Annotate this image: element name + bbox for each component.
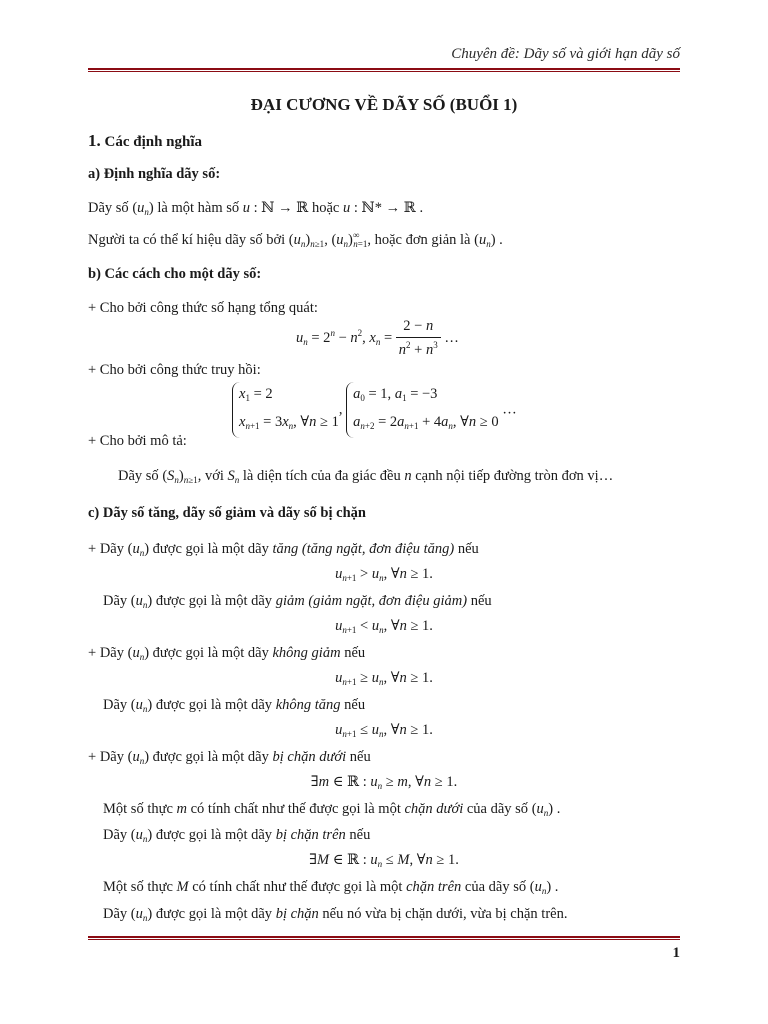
nondecreasing-condition: $u_{n+1} \ge u_n$, ∀n ≥ 1.	[335, 670, 433, 687]
bounded-above-def: Dãy $(u_n)$ được gọi là một dãy bị chặn trên nếu	[103, 827, 371, 844]
nonincreasing-condition: $u_{n+1} \le u_n$, ∀n ≥ 1.	[335, 722, 433, 739]
decreasing-def: Dãy $(u_n)$ được gọi là một dãy giảm (giảm ngặt, đơn điệu giảm) nếu	[103, 593, 492, 610]
decreasing-condition: $u_{n+1} < u_n$, ∀n ≥ 1.	[335, 618, 433, 635]
header-rule	[88, 68, 680, 72]
subsection-b-heading: b) Các cách cho một dãy số:	[88, 266, 262, 282]
running-header: Chuyên đề: Dãy số và giới hạn dãy số	[451, 46, 680, 62]
section-label: Các định nghĩa	[104, 134, 203, 150]
section-number: 1.	[88, 131, 101, 150]
bounded-def: Dãy $(u_n)$ được gọi là một dãy bị chặn nếu nó vừa bị chặn dưới, vừa bị chặn trên.	[103, 906, 568, 923]
description-example: Dãy số $(S_n)_{n\ge 1}$, với $S_n$ là diện tích của đa giác đều n cạnh nội tiếp đường tròn đơn vị…	[118, 468, 614, 485]
upper-bound-def: Một số thực M có tính chất như thế được gọi là một chặn trên của dãy số $(u_n)$ .	[103, 879, 559, 896]
page-title: ĐẠI CƯƠNG VỀ DÃY SỐ (BUỔI 1)	[250, 95, 518, 114]
bounded-below-condition: ∃m ∈ ℝ : $u_n \ge m$, ∀n ≥ 1.	[310, 774, 458, 791]
method-description: + Cho bởi mô tả:	[88, 433, 187, 449]
recursive-formulas: $x_1 = 2$ $x_{n+1} = 3x_n$, ∀n ≥ 1, $a_0 = 1$, $a_1 = -3$ $a_{n+2} = 2a_{n+1} + 4a_n$, ∀n ≥ 0 …	[232, 382, 517, 438]
bounded-below-def: + Dãy $(u_n)$ được gọi là một dãy bị chặn dưới nếu	[88, 749, 371, 766]
page-number: 1	[672, 945, 680, 961]
footer-rule	[88, 936, 680, 940]
lower-bound-def: Một số thực m có tính chất như thế được gọi là một chặn dưới của dãy số $(u_n)$ .	[103, 801, 561, 818]
method-general-term: + Cho bởi công thức số hạng tổng quát:	[88, 300, 318, 316]
subsection-a-heading: a) Định nghĩa dãy số:	[88, 166, 221, 182]
general-term-formula: $u_n = 2^n - n^2$, $x_n$ = $\frac{2 - n}{n^2 + n^3}$ …	[296, 318, 459, 358]
nonincreasing-def: Dãy $(u_n)$ được gọi là một dãy không tăng nếu	[103, 697, 366, 714]
section-heading	[88, 131, 202, 151]
bounded-above-condition: ∃M ∈ ℝ : $u_n \le M$, ∀n ≥ 1.	[309, 852, 459, 869]
notation-line: Người ta có thể kí hiệu dãy số bởi $(u_n)_{n\ge 1}$, $(u_n)^\infty_{n=1}$, hoặc đơn giản là $(u_n)$ .	[88, 230, 503, 249]
subsection-c-heading: c) Dãy số tăng, dãy số giảm và dãy số bị chặn	[88, 505, 366, 521]
nondecreasing-def: + Dãy $(u_n)$ được gọi là một dãy không giảm nếu	[88, 645, 366, 662]
increasing-condition: $u_{n+1} > u_n$, ∀n ≥ 1.	[335, 566, 433, 583]
method-recursive: + Cho bởi công thức truy hồi:	[88, 362, 261, 378]
definition-line: Dãy số $(u_n)$ là một hàm số u : ℕ → ℝ hoặc u : ℕ* → ℝ .	[88, 200, 424, 217]
increasing-def: + Dãy $(u_n)$ được gọi là một dãy tăng (tăng ngặt, đơn điệu tăng) nếu	[88, 541, 479, 558]
